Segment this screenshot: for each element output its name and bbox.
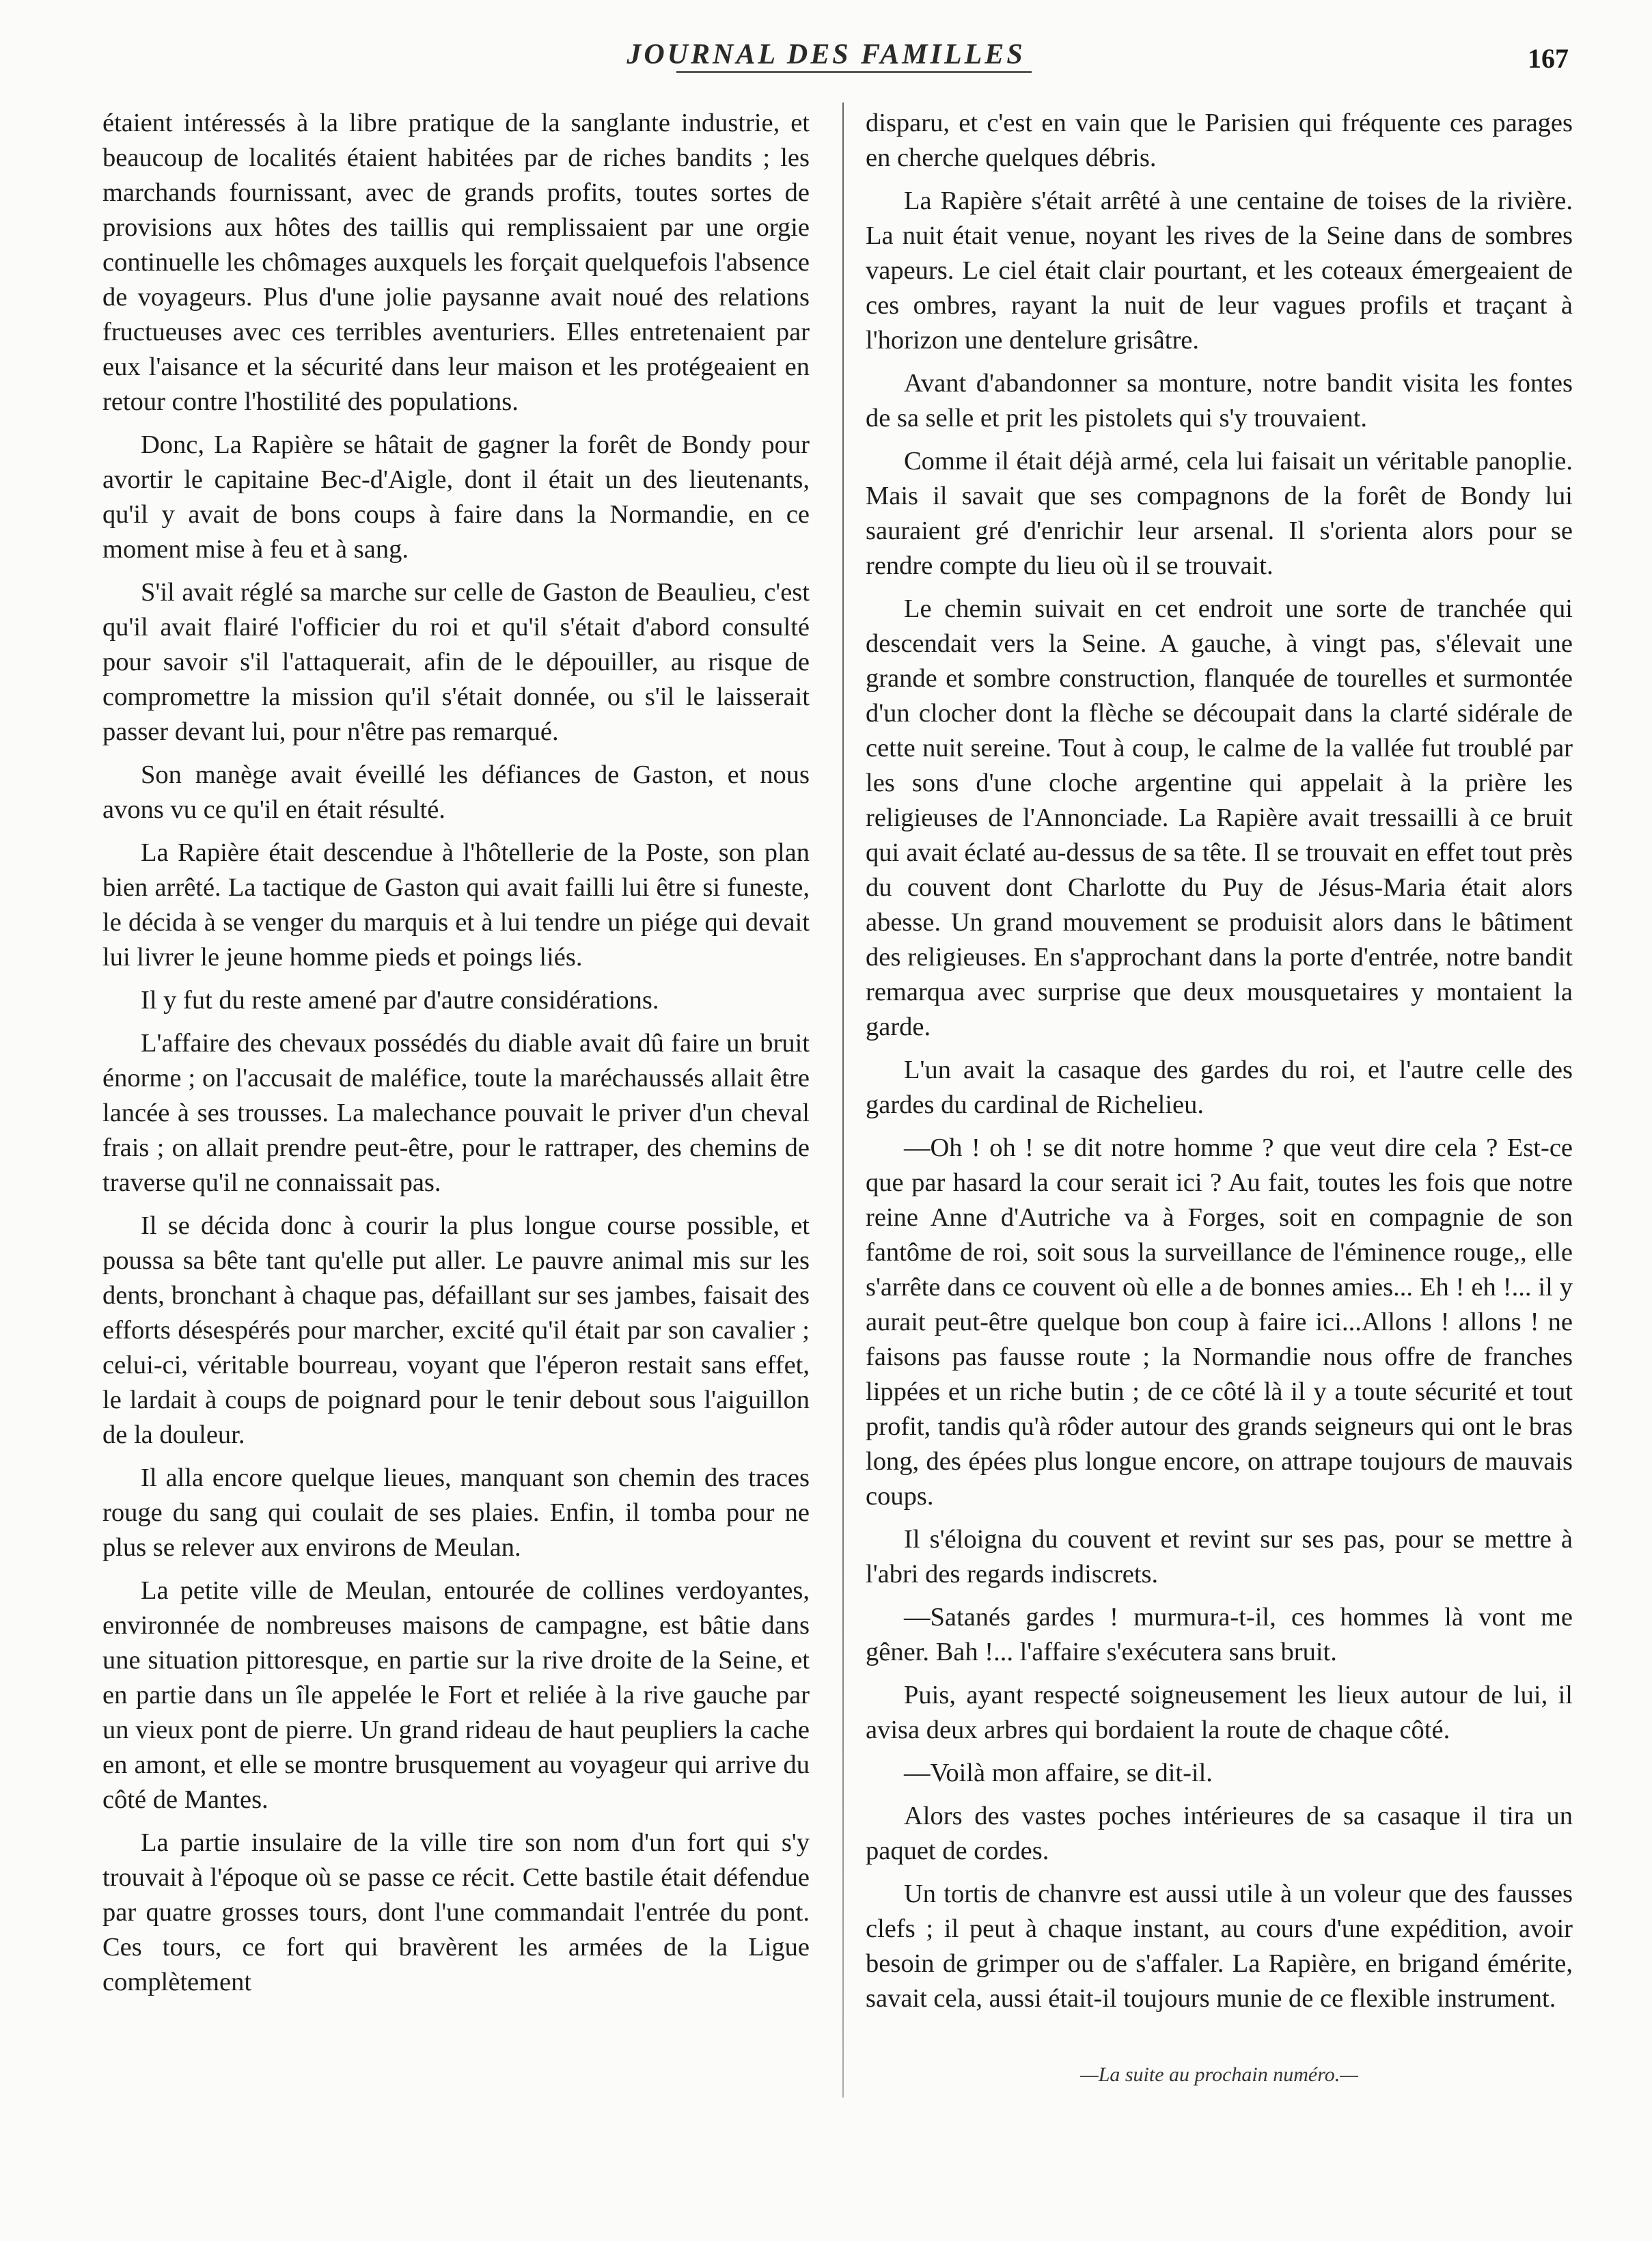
paragraph: Un tortis de chanvre est aussi utile à un voleur que des fausses clefs ; il peut à chaque instant, au cours d'une expédition, avoir besoin de grimper ou de s'affaler. La Rapière, en brigand émérite, savait cela, aussi était-il toujours munie de ce flexible instrument. (866, 1880, 1573, 2013)
paragraph: Le chemin suivait en cet endroit une sorte de tranchée qui descendait vers la Seine. A gauche, à vingt pas, s'élevait une grande et sombre construction, flanquée de tourelles et surmontée d'un clocher dont la flèche se découpait dans la clarté sidérale de cette nuit sereine. Tout à coup, le calme de la vallée fut troublé par les sons d'une cloche argentine qui appelait à la prière les religieuses de l'Annonciade. La Rapière avait tressailli à ce bruit qui avait éclaté au-dessus de sa tête. Il se trouvait en effet tout près du couvent dont Charlotte du Puy de Jésus-Maria était alors abesse. Un grand mouvement se produisit alors dans le bâtiment des religieuses. En s'approchant dans la porte d'entrée, notre bandit remarqua avec surprise que deux mousquetaires y montaient la garde. (866, 594, 1573, 1041)
paragraph: Il se décida donc à courir la plus longue course possible, et poussa sa bête tant qu'elle put aller. Le pauvre animal mis sur les dents, bronchant à chaque pas, défaillant sur ses jambes, faisait des efforts désespérés pour marcher, excité qu'il était par son cavalier ; celui-ci, véritable bourreau, voyant que l'éperon restait sans effet, le lardait à coups de poignard pour le tenir debout sous l'aiguillon de la douleur. (102, 1211, 810, 1449)
paragraph: Il y fut du reste amené par d'autre considérations. (141, 986, 659, 1015)
paragraph: —Voilà mon affaire, se dit-il. (904, 1759, 1213, 1787)
paragraph: La Rapière était descendue à l'hôtellerie de la Poste, son plan bien arrêté. La tactique de Gaston qui avait failli lui être si funeste, le décida à se venger du marquis et à lui tendre un piége qui devait lui livrer le jeune homme pieds et poings liés. (102, 838, 810, 972)
left-column (102, 106, 810, 2008)
running-head: JOURNAL DES FAMILLES (627, 39, 1025, 70)
paragraph: L'un avait la casaque des gardes du roi, et l'autre celle des gardes du cardinal de Richelieu. (866, 1056, 1573, 1119)
right-column (866, 106, 1573, 2024)
paragraph: Avant d'abandonner sa monture, notre bandit visita les fontes de sa selle et prit les pistolets qui s'y trouvaient. (866, 369, 1573, 432)
paragraph: Donc, La Rapière se hâtait de gagner la forêt de Bondy pour avortir le capitaine Bec-d'Aigle, dont il était un des lieutenants, qu'il y avait de bons coups à faire dans la Normandie, en ce moment mise à feu et à sang. (102, 430, 810, 564)
paragraph: La partie insulaire de la ville tire son nom d'un fort qui s'y trouvait à l'époque où se passe ce récit. Cette bastile était défendue par quatre grosses tours, dont l'une commandait l'entrée du pont. Ces tours, ce fort qui bravèrent les armées de la Ligue complètement (102, 1828, 810, 1996)
page-number: 167 (1528, 43, 1569, 74)
paragraph: Il s'éloigna du couvent et revint sur ses pas, pour se mettre à l'abri des regards indiscrets. (866, 1525, 1573, 1589)
paragraph: Comme il était déjà armé, cela lui faisait un véritable panoplie. Mais il savait que ses compagnons de la forêt de Bondy lui sauraient gré d'enrichir leur arsenal. Il s'orienta alors pour se rendre compte du lieu où il se trouvait. (866, 447, 1573, 580)
paragraph: L'affaire des chevaux possédés du diable avait dû faire un bruit énorme ; on l'accusait de maléfice, toute la maréchaussés allait être lancée à ses trousses. La malechance pouvait le priver d'un cheval frais ; on allait prendre peut-être, pour le rattraper, des chemins de traverse qu'il ne connaissait pas. (102, 1029, 810, 1197)
paragraph: La petite ville de Meulan, entourée de collines verdoyantes, environnée de nombreuses maisons de campagne, est bâtie dans une situation pittoresque, en partie sur la rive droite de la Seine, et en partie dans un île appelée le Fort et reliée à la rive gauche par un vieux pont de pierre. Un grand rideau de haut peupliers la cache en amont, et elle se montre brusquement au voyageur qui arrive du côté de Mantes. (102, 1576, 810, 1814)
paragraph: Alors des vastes poches intérieures de sa casaque il tira un paquet de cordes. (866, 1802, 1573, 1865)
header-rule (676, 71, 1032, 73)
paragraph: Il alla encore quelque lieues, manquant son chemin des traces rouge du sang qui coulait de ses plaies. Enfin, il tomba pour ne plus se relever aux environs de Meulan. (102, 1463, 810, 1562)
paragraph: —Oh ! oh ! se dit notre homme ? que veut dire cela ? Est-ce que par hasard la cour serait ici ? Au fait, toutes les fois que notre reine Anne d'Autriche va à Forges, soit en compagnie de son fantôme de roi, soit sous la surveillance de l'éminence rouge,, elle s'arrête dans ce couvent où elle a de bonnes amies... Eh ! eh !... il y aurait peut-être quelque bon coup à faire ici...Allons ! allons ! ne faisons pas fausse route ; la Normandie nous offre de franches lippées et un riche butin ; de ce côté là il y a toute sécurité et tout profit, tandis qu'à rôder autour des grands seigneurs qui ont le bras long, des épées plus longue encore, on attrape toujours de mauvais coups. (866, 1133, 1573, 1511)
paragraph: —Satanés gardes ! murmura-t-il, ces hommes là vont me gêner. Bah !... l'affaire s'exécutera sans bruit. (866, 1603, 1573, 1666)
column-divider (842, 102, 844, 2098)
paragraph: étaient intéressés à la libre pratique de la sanglante industrie, et beaucoup de localités étaient habitées par de riches bandits ; les marchands fournissant, avec de grands profits, toutes sortes de provisions aux hôtes des taillis qui remplissaient par une orgie continuelle les chômages auxquels les forçait quelquefois l'absence de voyageurs. Plus d'une jolie paysanne avait noué des relations fructueuses avec ces terribles aventuriers. Elles entretenaient par eux l'aisance et la sécurité dans leur maison et les protégeaient en retour contre l'hostilité des populations. (102, 109, 810, 416)
paragraph: S'il avait réglé sa marche sur celle de Gaston de Beaulieu, c'est qu'il avait flairé l'officier du roi et qu'il s'était d'abord consulté pour savoir s'il l'attaquerait, afin de le dépouiller, au risque de compromettre la mission qu'il s'était donnée, ou s'il le laisserait passer devant lui, pour n'être pas remarqué. (102, 578, 810, 746)
paragraph: Son manège avait éveillé les défiances de Gaston, et nous avons vu ce qu'il en était résulté. (102, 760, 810, 824)
continuation-note: —La suite au prochain numéro.— (1080, 2063, 1358, 2086)
paragraph: La Rapière s'était arrêté à une centaine de toises de la rivière. La nuit était venue, noyant les rives de la Seine dans de sombres vapeurs. Le ciel était clair pourtant, et les coteaux émergeaient de ces ombres, rayant la nuit de leur vagues profils et traçant à l'horizon une dentelure grisâtre. (866, 187, 1573, 355)
masthead (0, 0, 1652, 82)
paragraph: disparu, et c'est en vain que le Parisien qui fréquente ces parages en cherche quelques débris. (866, 109, 1573, 172)
paragraph: Puis, ayant respecté soigneusement les lieux autour de lui, il avisa deux arbres qui bordaient la route de chaque côté. (866, 1681, 1573, 1744)
